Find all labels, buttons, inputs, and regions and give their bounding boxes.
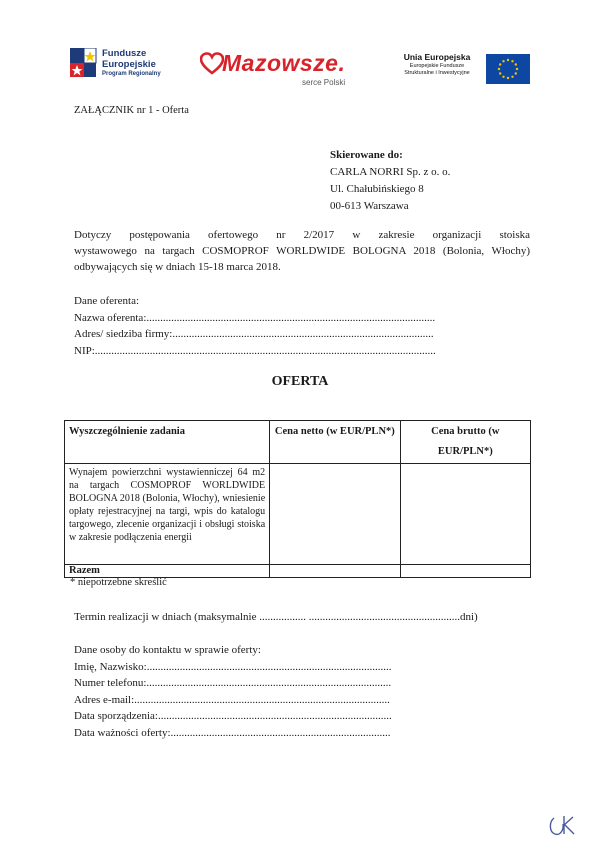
mazowsze-logo (200, 50, 370, 90)
column-header-gross-price: Cena brutto (w EUR/PLN*) (400, 421, 530, 464)
eu-logo (393, 52, 538, 88)
offer-table (64, 420, 531, 578)
eu-logo-line3: Strukturalne i Inwestycyjne (404, 70, 470, 76)
fe-logo-line1: Fundusze (102, 48, 147, 59)
intro-line: Dotyczy postępowania ofertowego nr 2/2017 w zakresie organizacji stoiska (74, 229, 530, 241)
sum-label-cell: Razem (65, 565, 270, 578)
footnote: * niepotrzebne skreślić (70, 577, 167, 588)
handwritten-initials (546, 810, 580, 840)
bidder-name-field[interactable]: Nazwa oferenta:......................................................................................................... (74, 311, 436, 324)
table-header-row (65, 421, 531, 464)
contact-date-field[interactable]: Data sporządzenia:..................................................................................... (74, 710, 392, 722)
bidder-nip-field[interactable]: NIP:............................................................................................................................ (74, 344, 436, 357)
mazowsze-tagline: serce Polski (302, 78, 346, 87)
contact-email-field[interactable]: Adres e-mail:............................................................................................. (74, 693, 390, 706)
intro-line: wystawowego na targach COSMOPROF WORLDWIDE BOLOGNA 2018 (Bolonia, Włochy) (74, 245, 530, 257)
column-header-net-price: Cena netto (w EUR/PLN*) (270, 421, 400, 464)
offer-title: OFERTA (271, 374, 329, 389)
contact-section (74, 642, 392, 741)
deadline-field[interactable]: Termin realizacji w dniach (maksymalnie ................. .......................................................dni) (74, 611, 478, 623)
contact-phone-field[interactable]: Numer telefonu:......................................................................................... (74, 677, 392, 689)
contact-name-field[interactable]: Imię, Nazwisko:......................................................................................... (74, 660, 392, 673)
eu-flag-icon (486, 54, 530, 84)
addressee-line: 00-613 Warszawa (330, 200, 409, 212)
gross-price-cell[interactable] (400, 464, 530, 565)
addressee-block (330, 147, 450, 215)
fundusze-europejskie-logo (70, 46, 182, 86)
addressee-line: Ul. Chałubińskiego 8 (330, 183, 424, 195)
intro-paragraph (74, 227, 530, 275)
sum-gross-cell[interactable] (400, 565, 530, 578)
contact-validity-field[interactable]: Data ważności oferty:................................................................................ (74, 726, 391, 739)
fundusze-europejskie-star-icon (70, 48, 98, 78)
task-description-cell: Wynajem powierzchni wystawienniczej 64 m2 na targach COSMOPROF WORLDWIDE BOLOGNA 2018 (Bolonia, Włochy), wniesienie opłaty rejestracyjnej na targi, wpis do katalogu targowego, zlecenie organizacji i obsługi stoiska w zakresie podłączenia energii (65, 464, 270, 565)
column-header-task: Wyszczególnienie zadania (65, 421, 270, 464)
bidder-section (74, 293, 436, 359)
table-row (65, 464, 531, 565)
contact-heading: Dane osoby do kontaktu w sprawie oferty: (74, 644, 261, 656)
fe-logo-line3: Program Regionalny (102, 71, 161, 77)
bidder-heading: Dane oferenta: (74, 295, 140, 307)
intro-line: odbywających się w dniach 15-18 marca 2018. (74, 261, 281, 273)
eu-logo-line1: Unia Europejska (403, 52, 471, 62)
heart-icon (200, 52, 224, 76)
addressee-line: CARLA NORRI Sp. z o. o. (330, 166, 451, 178)
attachment-label: ZAŁĄCZNIK nr 1 - Oferta (74, 105, 189, 116)
eu-logo-line2: Europejskie Fundusze (409, 63, 465, 69)
bidder-address-field[interactable]: Adres/ siedziba firmy:............................................................................................... (74, 328, 434, 340)
fe-logo-line2: Europejskie (102, 59, 156, 70)
net-price-cell[interactable] (270, 464, 400, 565)
addressee-heading: Skierowane do: (330, 149, 403, 161)
mazowsze-wordmark: Mazowsze. (222, 50, 346, 76)
sum-net-cell[interactable] (270, 565, 400, 578)
